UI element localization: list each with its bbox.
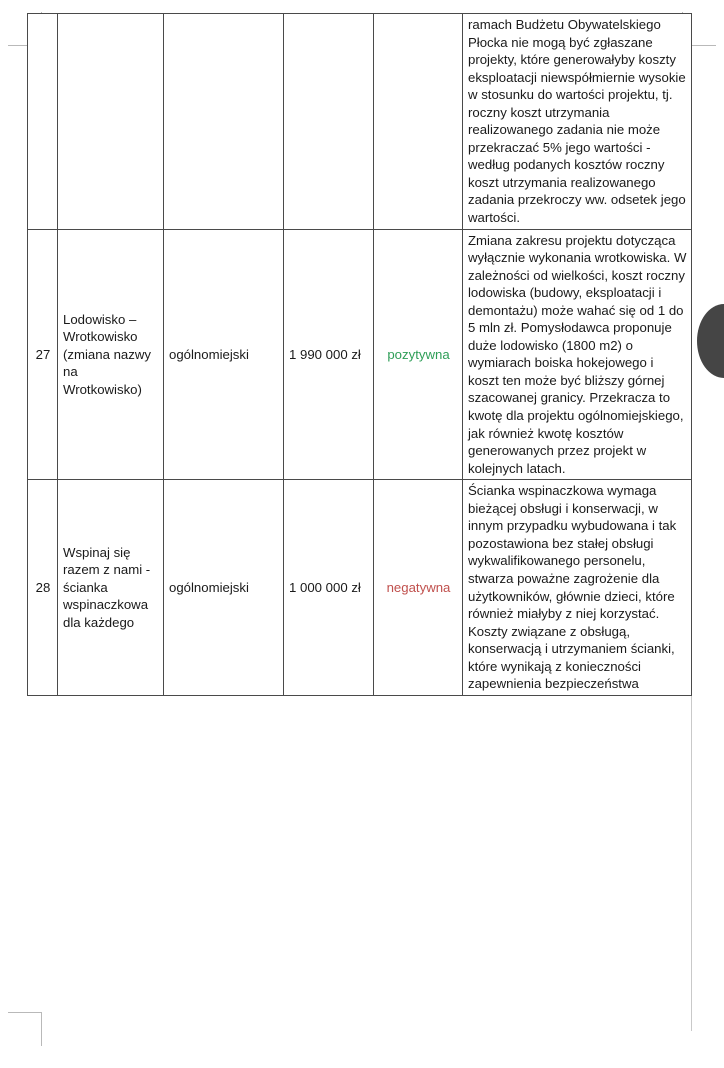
cell-project-name: [58, 14, 164, 230]
cell-lp: 27: [28, 229, 58, 480]
cell-cost: [284, 14, 374, 230]
cell-justification: ramach Budżetu Obywatelskiego Płocka nie mogą być zgłaszane projekty, które generowałyby koszty eksploatacji niewspółmiernie wysokie w stosunku do wartości projektu, tj. roczny koszt utrzymania realizowanego zadania nie może przekraczać 5% jego wartości - według podanych kosztów roczny koszt utrzymania realizowanego zadania przekroczy ww. odsetek jego wartości.: [463, 14, 692, 230]
table-row: [28, 480, 692, 696]
cell-evaluation: pozytywna: [374, 229, 463, 480]
scroll-handle[interactable]: [697, 304, 724, 378]
cell-justification: Ścianka wspinaczkowa wymaga bieżącej obsługi i konserwacji, w innym przypadku wybudowana i tak pozostawiona bez stałej obsługi wykwalifikowanego personelu, stwarza poważne zagrożenie dla użytkowników, głównie dzieci, które również miałyby z niej korzystać. Koszty związane z obsługą, konserwacją i utrzymaniem ścianki, które wynikają z konieczności zapewnienia bezpieczeństwa: [463, 480, 692, 696]
cell-project-name: Lodowisko – Wrotkowisko (zmiana nazwy na Wrotkowisko): [58, 229, 164, 480]
table-row: [28, 14, 692, 230]
cell-scope: [164, 14, 284, 230]
crop-mark-bottom-left: [8, 1012, 42, 1046]
cell-scope: ogólnomiejski: [164, 480, 284, 696]
cell-cost: 1 000 000 zł: [284, 480, 374, 696]
cell-scope: ogólnomiejski: [164, 229, 284, 480]
cell-lp: [28, 14, 58, 230]
evaluation-table: [27, 13, 692, 696]
cell-cost: 1 990 000 zł: [284, 229, 374, 480]
cell-lp: 28: [28, 480, 58, 696]
cell-evaluation: negatywna: [374, 480, 463, 696]
cell-justification: Zmiana zakresu projektu dotycząca wyłącznie wykonania wrotkowiska. W zależności od wielkości, koszt roczny lodowiska (budowy, eksploatacji i demontażu) może wahać się od 1 do 5 mln zł. Pomysłodawca proponuje duże lodowisko (1800 m2) o wymiarach boiska hokejowego i koszt ten może być bliższy górnej szacowanej granicy. Przekracza to kwotę dla projektu ogólnomiejskiego, jak również kwotę kosztów generowanych przez projekt w kolejnych latach.: [463, 229, 692, 480]
table-row: [28, 229, 692, 480]
cell-evaluation: [374, 14, 463, 230]
cell-project-name: Wspinaj się razem z nami - ścianka wspinaczkowa dla każdego: [58, 480, 164, 696]
